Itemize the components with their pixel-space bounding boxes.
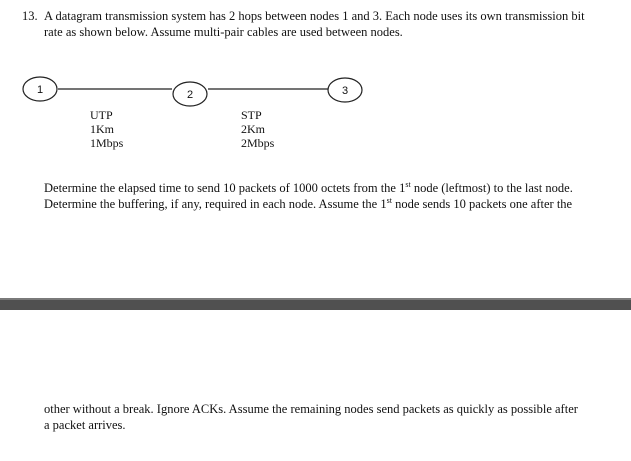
continued-line-2: a packet arrives. (44, 418, 126, 432)
continued-line-1: other without a break. Ignore ACKs. Assume the remaining nodes send packets as quickly as possible after (44, 402, 578, 416)
question-line-2: rate as shown below. Assume multi-pair cables are used between nodes. (44, 25, 403, 39)
node-1 (23, 77, 57, 101)
node-1-label: 1 (36, 84, 44, 96)
question-text (22, 8, 612, 40)
link-1-labels (90, 108, 123, 150)
question-line-1: 13. A datagram transmission system has 2 hops between nodes 1 and 3. Each node uses its own transmission bit (22, 9, 585, 23)
continued-paragraph (44, 401, 604, 433)
link-2-medium: STP (241, 108, 262, 122)
instructions-line-1: Determine the elapsed time to send 10 packets of 1000 octets from the 1st node (leftmost) to the last node. (44, 179, 573, 195)
link-2-rate: 2Mbps (241, 136, 275, 150)
link-1-rate: 1Mbps (90, 136, 124, 150)
link-2-distance: 2Km (241, 122, 265, 136)
node-2-label: 2 (186, 89, 194, 101)
link-1-medium: UTP (90, 108, 113, 122)
instructions-line-2: Determine the buffering, if any, required in each node. Assume the 1st node sends 10 packets one after the (44, 195, 573, 211)
link-1-distance: 1Km (90, 122, 114, 136)
question-number: 13. (22, 9, 38, 23)
instructions-paragraph (44, 180, 604, 212)
node-3-label: 3 (341, 85, 349, 97)
page-break-divider (0, 298, 631, 310)
node-3 (328, 78, 362, 102)
node-2 (173, 82, 207, 106)
link-2-labels (241, 108, 274, 150)
